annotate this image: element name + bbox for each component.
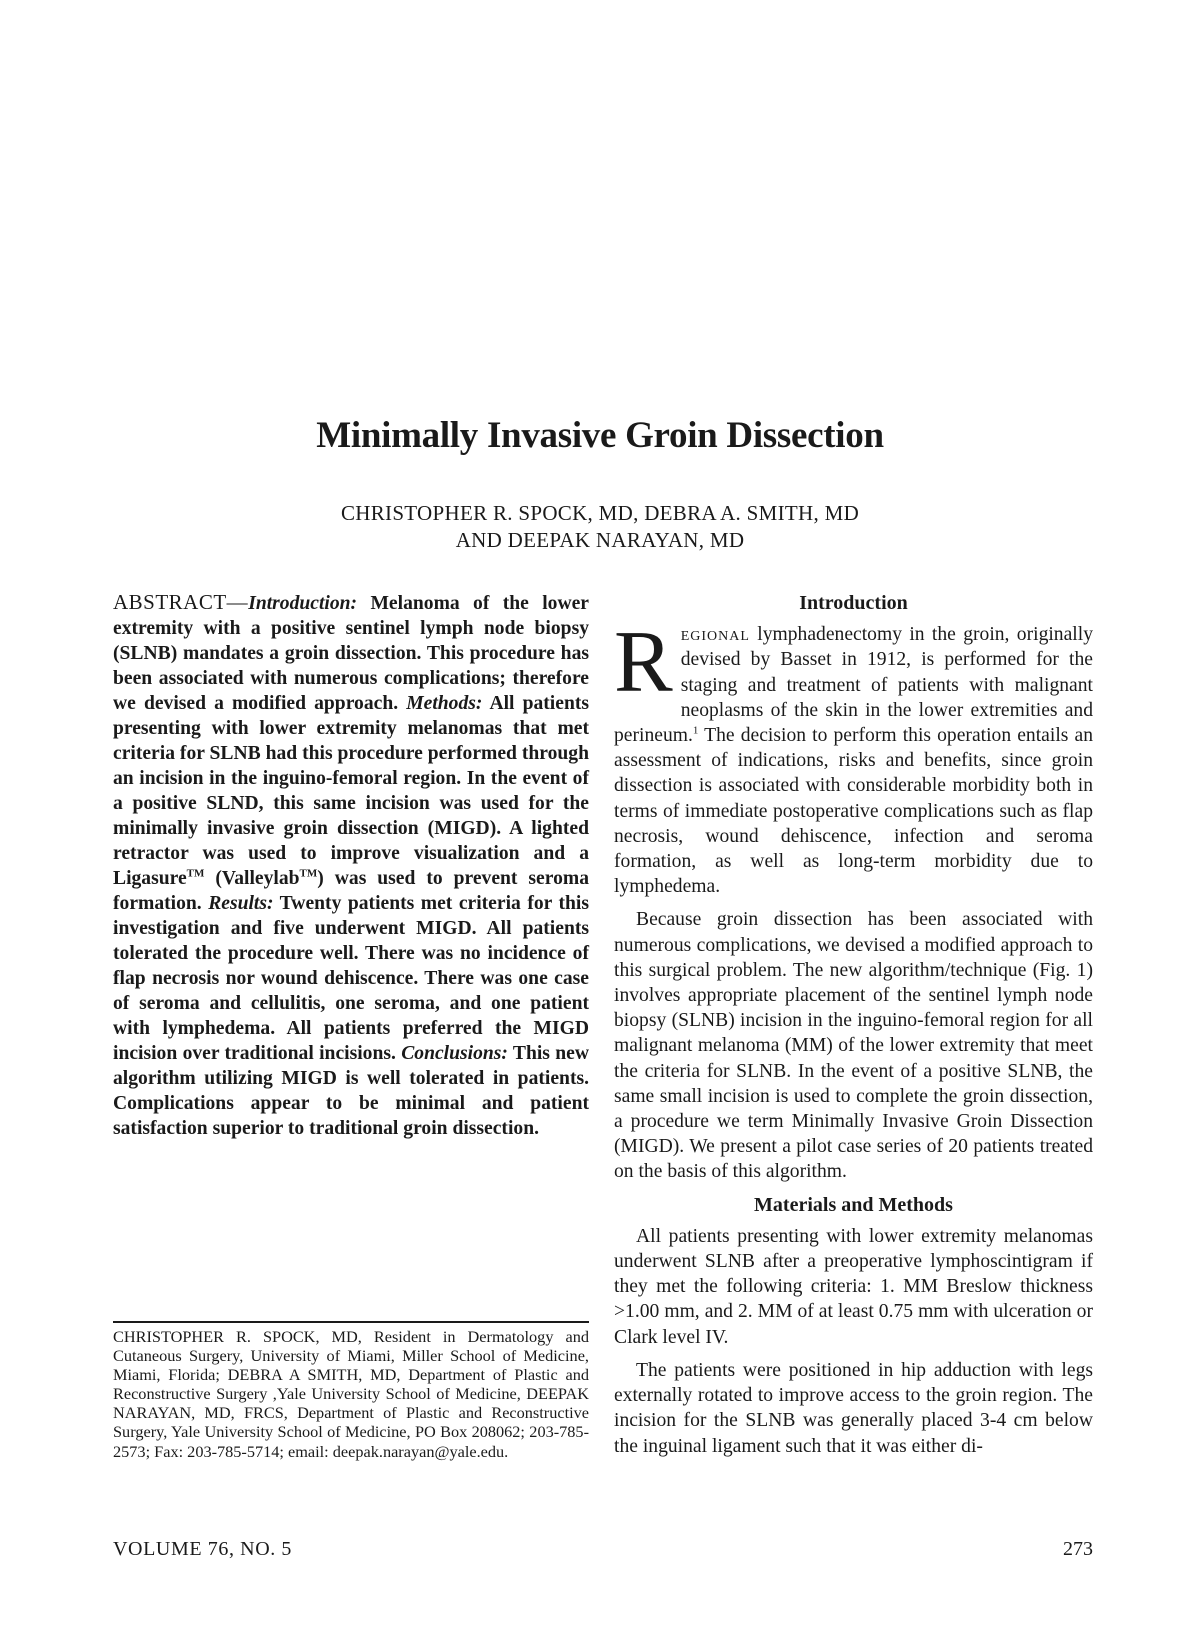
abstract [113,590,589,1141]
author-list [0,500,1200,554]
reference-superscript: 1 [692,724,699,737]
abstract-introduction-heading: Introduction: [248,593,358,614]
introduction-paragraph-1 [614,614,1093,899]
abstract-paragraph [113,590,589,1141]
trademark-superscript: TM [299,867,318,880]
abstract-methods-text-end: ) was used to prevent seroma formation. [113,868,589,914]
trademark-superscript: TM [186,867,205,880]
page-number: 273 [1063,1538,1093,1560]
methods-heading: Materials and Methods [754,1193,953,1216]
introduction-paragraph-2: Because groin dissection has been associated with numerous complications, we devised a modified approach to this surgical problem. The new algorithm/technique (Fig. 1) involves appropriate placement of the sentinel lymph node biopsy (SLNB) incision in the inguino-femoral region for all malignant melanoma (MM) of the lower extremity that meet the criteria for SLNB. In the event of a positive SLNB, the same small incision is used to complete the groin dissection, a procedure we term Minimally Invasive Groin Dissection (MIGD). We present a pilot case series of 20 patients treated on the basis of this algorithm. [614,909,1093,1183]
abstract-methods-text-cont: (Valleylab [204,868,300,889]
footnote-text: CHRISTOPHER R. SPOCK, MD, Resident in Dermatology and Cutaneous Surgery, University of Miami, Miller School of Medicine, Miami, Florida; DEBRA A SMITH, MD, Department of Plastic and Reconstructive Surgery ,Yale University School of Medicine, DEEPAK NARAYAN, MD, FRCS, Department of Plastic and Reconstructive Surgery, Yale University School of Medicine, PO Box 208062; 203-785-2573; Fax: 203-785-5714; email: deepak.narayan@yale.edu. [113,1327,589,1461]
methods-paragraph-1: All patients presenting with lower extremity melanomas underwent SLNB after a preoperative lymphoscintigram if they met the following criteria: 1. MM Breslow thickness >1.00 mm, and 2. MM of at least 0.75 mm with ulceration or Clark level IV. [614,1225,1093,1348]
methods-paragraph-2: The patients were positioned in hip adduction with legs externally rotated to improve access to the groin region. The incision for the SLNB was generally placed 3-4 cm below the inguinal ligament such that it was either di- [614,1359,1093,1457]
author-affiliations-footnote [113,1327,589,1461]
introduction-text: lymphadenectomy in the groin, originally devised by Basset in 1912, is performed for the staging and treatment of patients with malignant neoplasms of the skin in the lower extremities and perineum. [614,624,1093,747]
abstract-results-text: Twenty patients met criteria for this investigation and five underwent MIGD. All patients tolerated the procedure well. There was no incidence of flap necrosis nor wound dehiscence. There was one case of seroma and cellulitis, one seroma, and one patient with lymphedema. All patients preferred the MIGD incision over traditional incisions. [113,893,589,1064]
abstract-methods-heading: Methods: [406,693,483,714]
journal-volume: VOLUME 76, NO. 5 [113,1538,293,1560]
abstract-introduction-text: Melanoma of the lower extremity with a positive sentinel lymph node biopsy (SLNB) mandates a groin dissection. This procedure has been associated with numerous complications; therefore we devised a modified approach. [113,593,589,714]
footnote-divider [113,1321,589,1323]
abstract-conclusions-heading: Conclusions: [401,1043,508,1064]
abstract-label: ABSTRACT— [113,590,249,614]
drop-cap: R [614,614,673,712]
abstract-conclusions-text: This new algorithm utilizing MIGD is well tolerated in patients. Complications appear to be minimal and patient satisfaction superior to traditional groin dissection. [113,1043,589,1139]
introduction-heading: Introduction [799,592,908,614]
article-title: Minimally Invasive Groin Dissection [316,415,884,456]
abstract-methods-text: All patients presenting with lower extremity melanomas that met criteria for SLNB had this procedure performed through an incision in the inguino-femoral region. In the event of a positive SLND, this same incision was used for the minimally invasive groin dissection (MIGD). A lighted retractor was used to improve visualization and a Ligasure [113,693,589,889]
abstract-results-heading: Results: [208,893,274,914]
author-line-2: AND DEEPAK NARAYAN, MD [455,528,745,552]
small-caps-lead: egional [680,624,750,646]
introduction-text-cont: The decision to perform this operation entails an assessment of indications, risks and benefits, since groin dissection is associated with considerable morbidity both in terms of immediate postoperative complications such as flap necrosis, wound dehiscence, infection and seroma formation, as well as long-term morbidity due to lymphedema. [614,725,1093,898]
body-column [614,591,1093,1467]
author-line-1: CHRISTOPHER R. SPOCK, MD, DEBRA A. SMITH, MD [340,501,860,525]
